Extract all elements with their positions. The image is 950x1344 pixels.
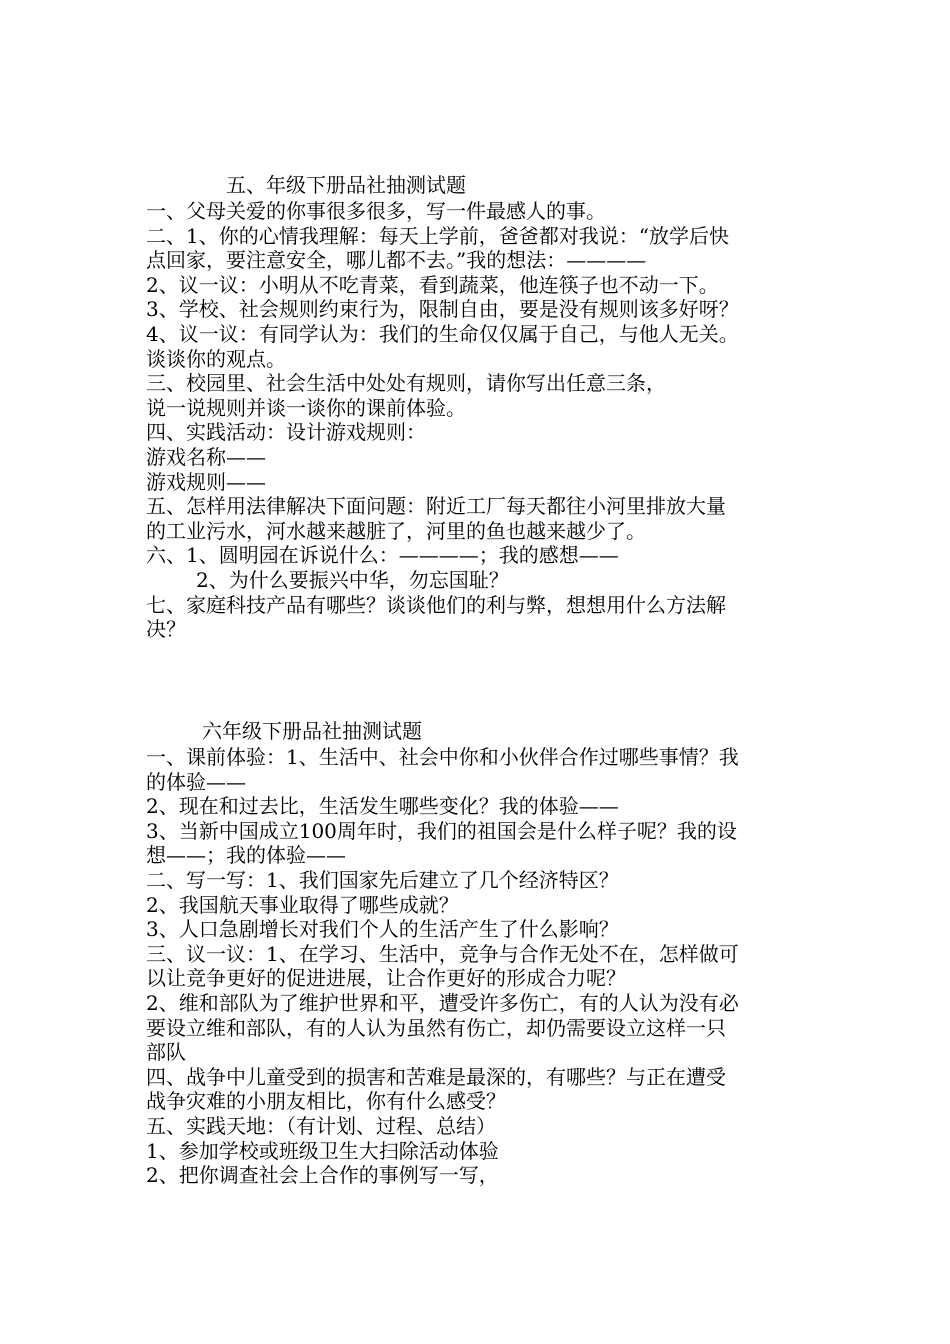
question-line: 2、维和部队为了维护世界和平，遭受许多伤亡，有的人认为没有必 — [146, 990, 739, 1015]
question-line: 1、参加学校或班级卫生大扫除活动体验 — [146, 1138, 499, 1163]
question-line: 二、写一写：1、我们国家先后建立了几个经济特区？ — [146, 867, 619, 892]
question-line: 的体验—— — [146, 769, 246, 794]
question-line: 2、议一议：小明从不吃青菜，看到蔬菜，他连筷子也不动一下。 — [146, 272, 719, 297]
question-line: 六、1、圆明园在诉说什么：————；我的感想—— — [146, 543, 619, 568]
question-line: 部队 — [146, 1040, 186, 1065]
question-line: 四、战争中儿童受到的损害和苦难是最深的，有哪些？与正在遭受 — [146, 1064, 726, 1089]
grade-5-exam-title: 五、年级下册品社抽测试题 — [226, 173, 466, 197]
question-line: 游戏名称—— — [146, 444, 266, 469]
question-line: 以让竞争更好的促进进展，让合作更好的形成合力呢？ — [146, 966, 626, 991]
question-line: 3、当新中国成立100周年时，我们的祖国会是什么样子呢？我的设 — [146, 818, 737, 843]
question-line: 三、议一议：1、在学习、生活中，竞争与合作无处不在，怎样做可 — [146, 941, 739, 966]
grade-5-exam-section — [146, 172, 811, 642]
question-line: 的工业污水，河水越来越脏了，河里的鱼也越来越少了。 — [146, 518, 646, 543]
question-line: 2、现在和过去比，生活发生哪些变化？我的体验—— — [146, 794, 619, 819]
question-line: 说一说规则并谈一谈你的课前体验。 — [146, 395, 466, 420]
question-line: 4、议一议：有同学认为：我们的生命仅仅属于自己，与他人无关。 — [146, 321, 739, 346]
question-line: 决？ — [146, 617, 186, 642]
question-line: 2、为什么要振兴中华，勿忘国耻？ — [196, 567, 509, 592]
grade-6-exam-title: 六年级下册品社抽测试题 — [202, 719, 422, 743]
question-line: 2、把你调查社会上合作的事例写一写， — [146, 1163, 499, 1188]
question-line: 战争灾难的小朋友相比，你有什么感受？ — [146, 1089, 506, 1114]
question-line: 2、我国航天事业取得了哪些成就？ — [146, 892, 459, 917]
question-line: 二、1、你的心情我理解：每天上学前，爸爸都对我说：“放学后快 — [146, 223, 729, 248]
question-line: 七、家庭科技产品有哪些？谈谈他们的利与弊，想想用什么方法解 — [146, 592, 726, 617]
question-line: 五、怎样用法律解决下面问题：附近工厂每天都往小河里排放大量 — [146, 494, 726, 519]
question-line: 3、人口急剧增长对我们个人的生活产生了什么影响？ — [146, 917, 619, 942]
question-line: 想——；我的体验—— — [146, 843, 346, 868]
question-line: 要设立维和部队，有的人认为虽然有伤亡，却仍需要设立这样一只 — [146, 1015, 726, 1040]
question-line: 一、课前体验：1、生活中、社会中你和小伙伴合作过哪些事情？我 — [146, 745, 739, 769]
question-line: 三、校园里、社会生活中处处有规则，请你写出任意三条， — [146, 371, 666, 396]
question-line: 一、父母关爱的你事很多很多，写一件最感人的事。 — [146, 199, 606, 223]
question-line: 点回家，要注意安全，哪儿都不去。”我的想法：———— — [146, 248, 647, 273]
question-line: 四、实践活动：设计游戏规则： — [146, 420, 426, 445]
question-line: 五、实践天地：（有计划、过程、总结） — [146, 1113, 496, 1138]
question-line: 谈谈你的观点。 — [146, 346, 286, 371]
question-line: 游戏规则—— — [146, 469, 266, 494]
grade-6-exam-section — [146, 718, 811, 1188]
question-line: 3、学校、社会规则约束行为，限制自由，要是没有规则该多好呀？ — [146, 297, 739, 322]
